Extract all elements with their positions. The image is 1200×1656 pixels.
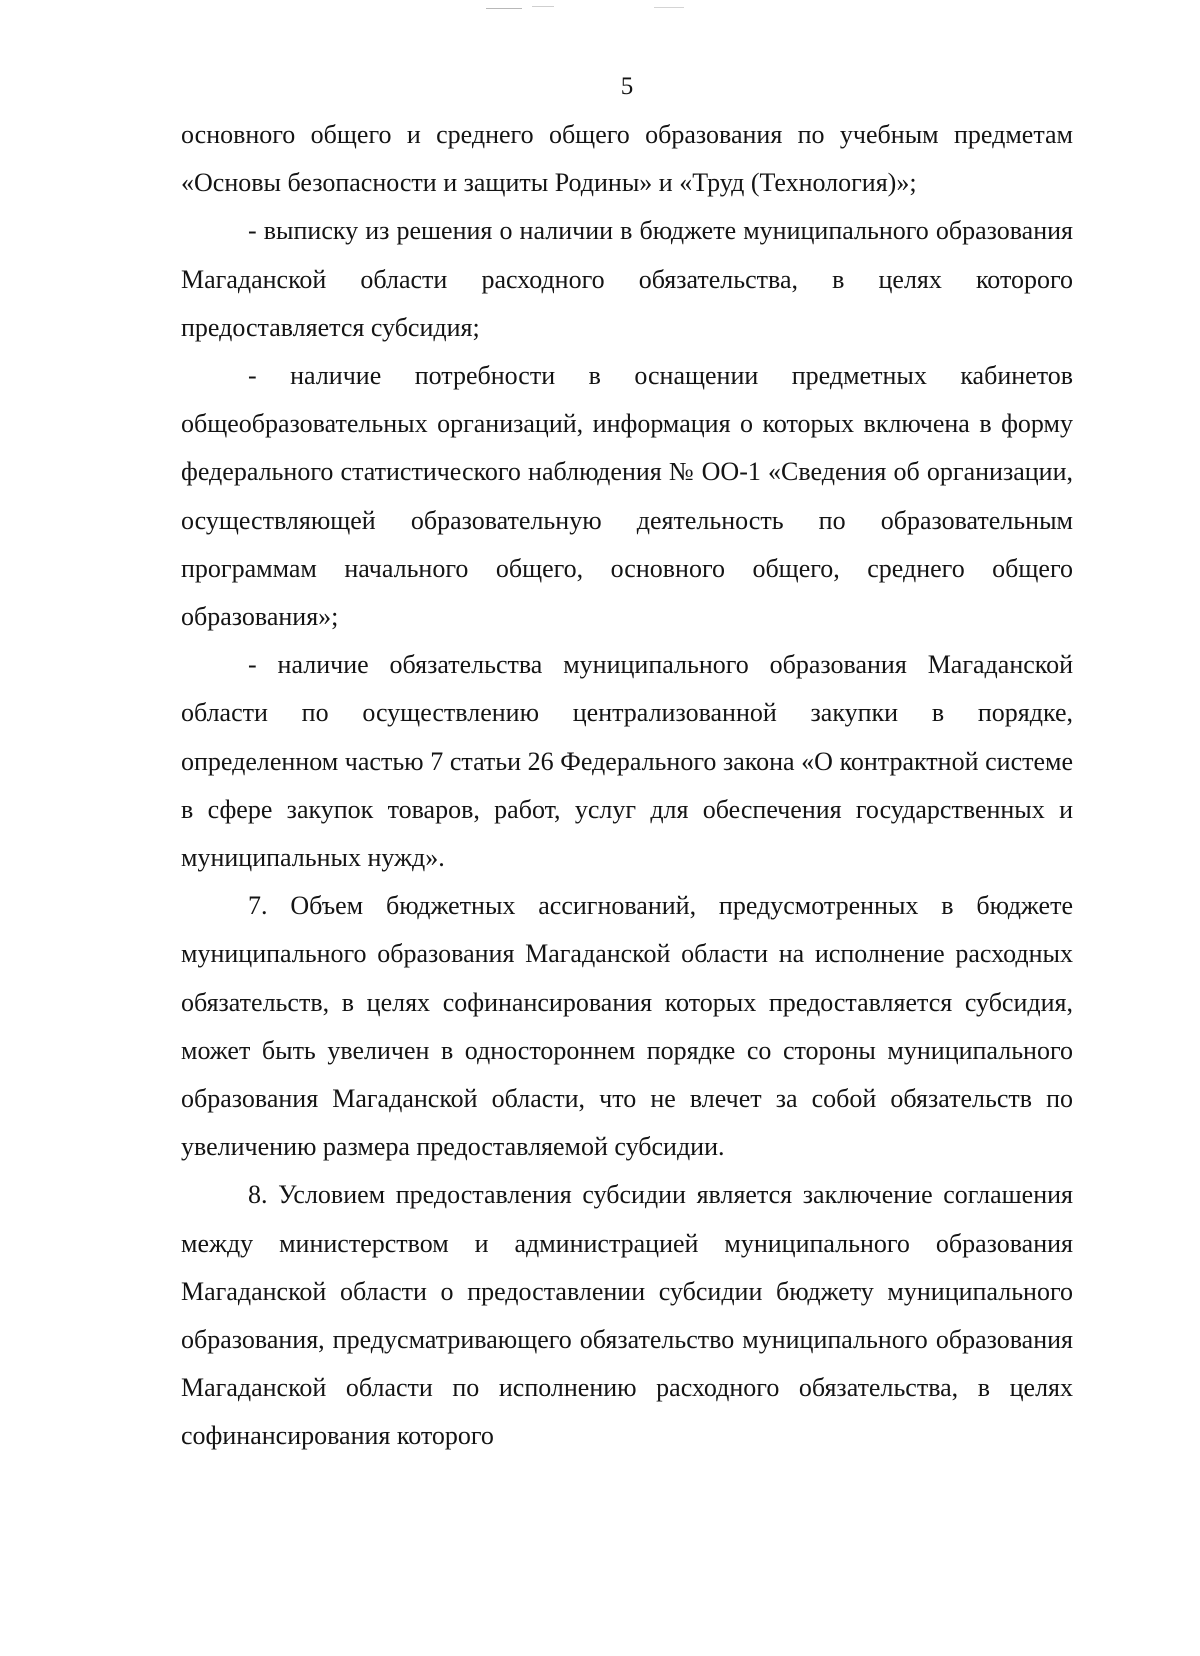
scan-artifact [532,6,554,7]
paragraph-continuation: основного общего и среднего общего образования по учебным предметам «Основы безопасности и защиты Родины» и «Труд (Технология)»; [181,120,1073,198]
paragraph-equipment-need: - наличие потребности в оснащении предметных кабинетов общеобразовательных организаций, информация о которых включена в форму федерального статистического наблюдения № ОО-1 «Сведения об организации, осуществляющей образовательную деятельность по образовательным программам начального общего, основного общего, среднего общего образования»; [181,361,1073,632]
page-number: 5 [620,73,634,100]
paragraph-item-8: 8. Условием предоставления субсидии является заключение соглашения между министерством и администрацией муниципального образования Магаданской области о предоставлении субсидии бюджету муниципального образования, предусматривающего обязательство муниципального образования Магаданской области по исполнению расходного обязательства, в целях софинансирования которого [181,1180,1073,1451]
paragraph-budget-extract: - выписку из решения о наличии в бюджете муниципального образования Магаданской области расходного обязательства, в целях которого предоставляется субсидия; [181,216,1073,342]
scan-artifact [486,8,522,9]
paragraph-item-7: 7. Объем бюджетных ассигнований, предусмотренных в бюджете муниципального образования Магаданской области на исполнение расходных обязательств, в целях софинансирования которых предоставляется субсидия, может быть увеличен в одностороннем порядке со стороны муниципального образования Магаданской области, что не влечет за собой обязательств по увеличению размера предоставляемой субсидии. [181,891,1073,1162]
paragraph-procurement-obligation: - наличие обязательства муниципального образования Магаданской области по осуществлению централизованной закупки в порядке, определенном частью 7 статьи 26 Федерального закона «О контрактной системе в сфере закупок товаров, работ, услуг для обеспечения государственных и муниципальных нужд». [181,650,1073,873]
scan-artifact [654,7,684,8]
document-body [181,111,1073,1461]
